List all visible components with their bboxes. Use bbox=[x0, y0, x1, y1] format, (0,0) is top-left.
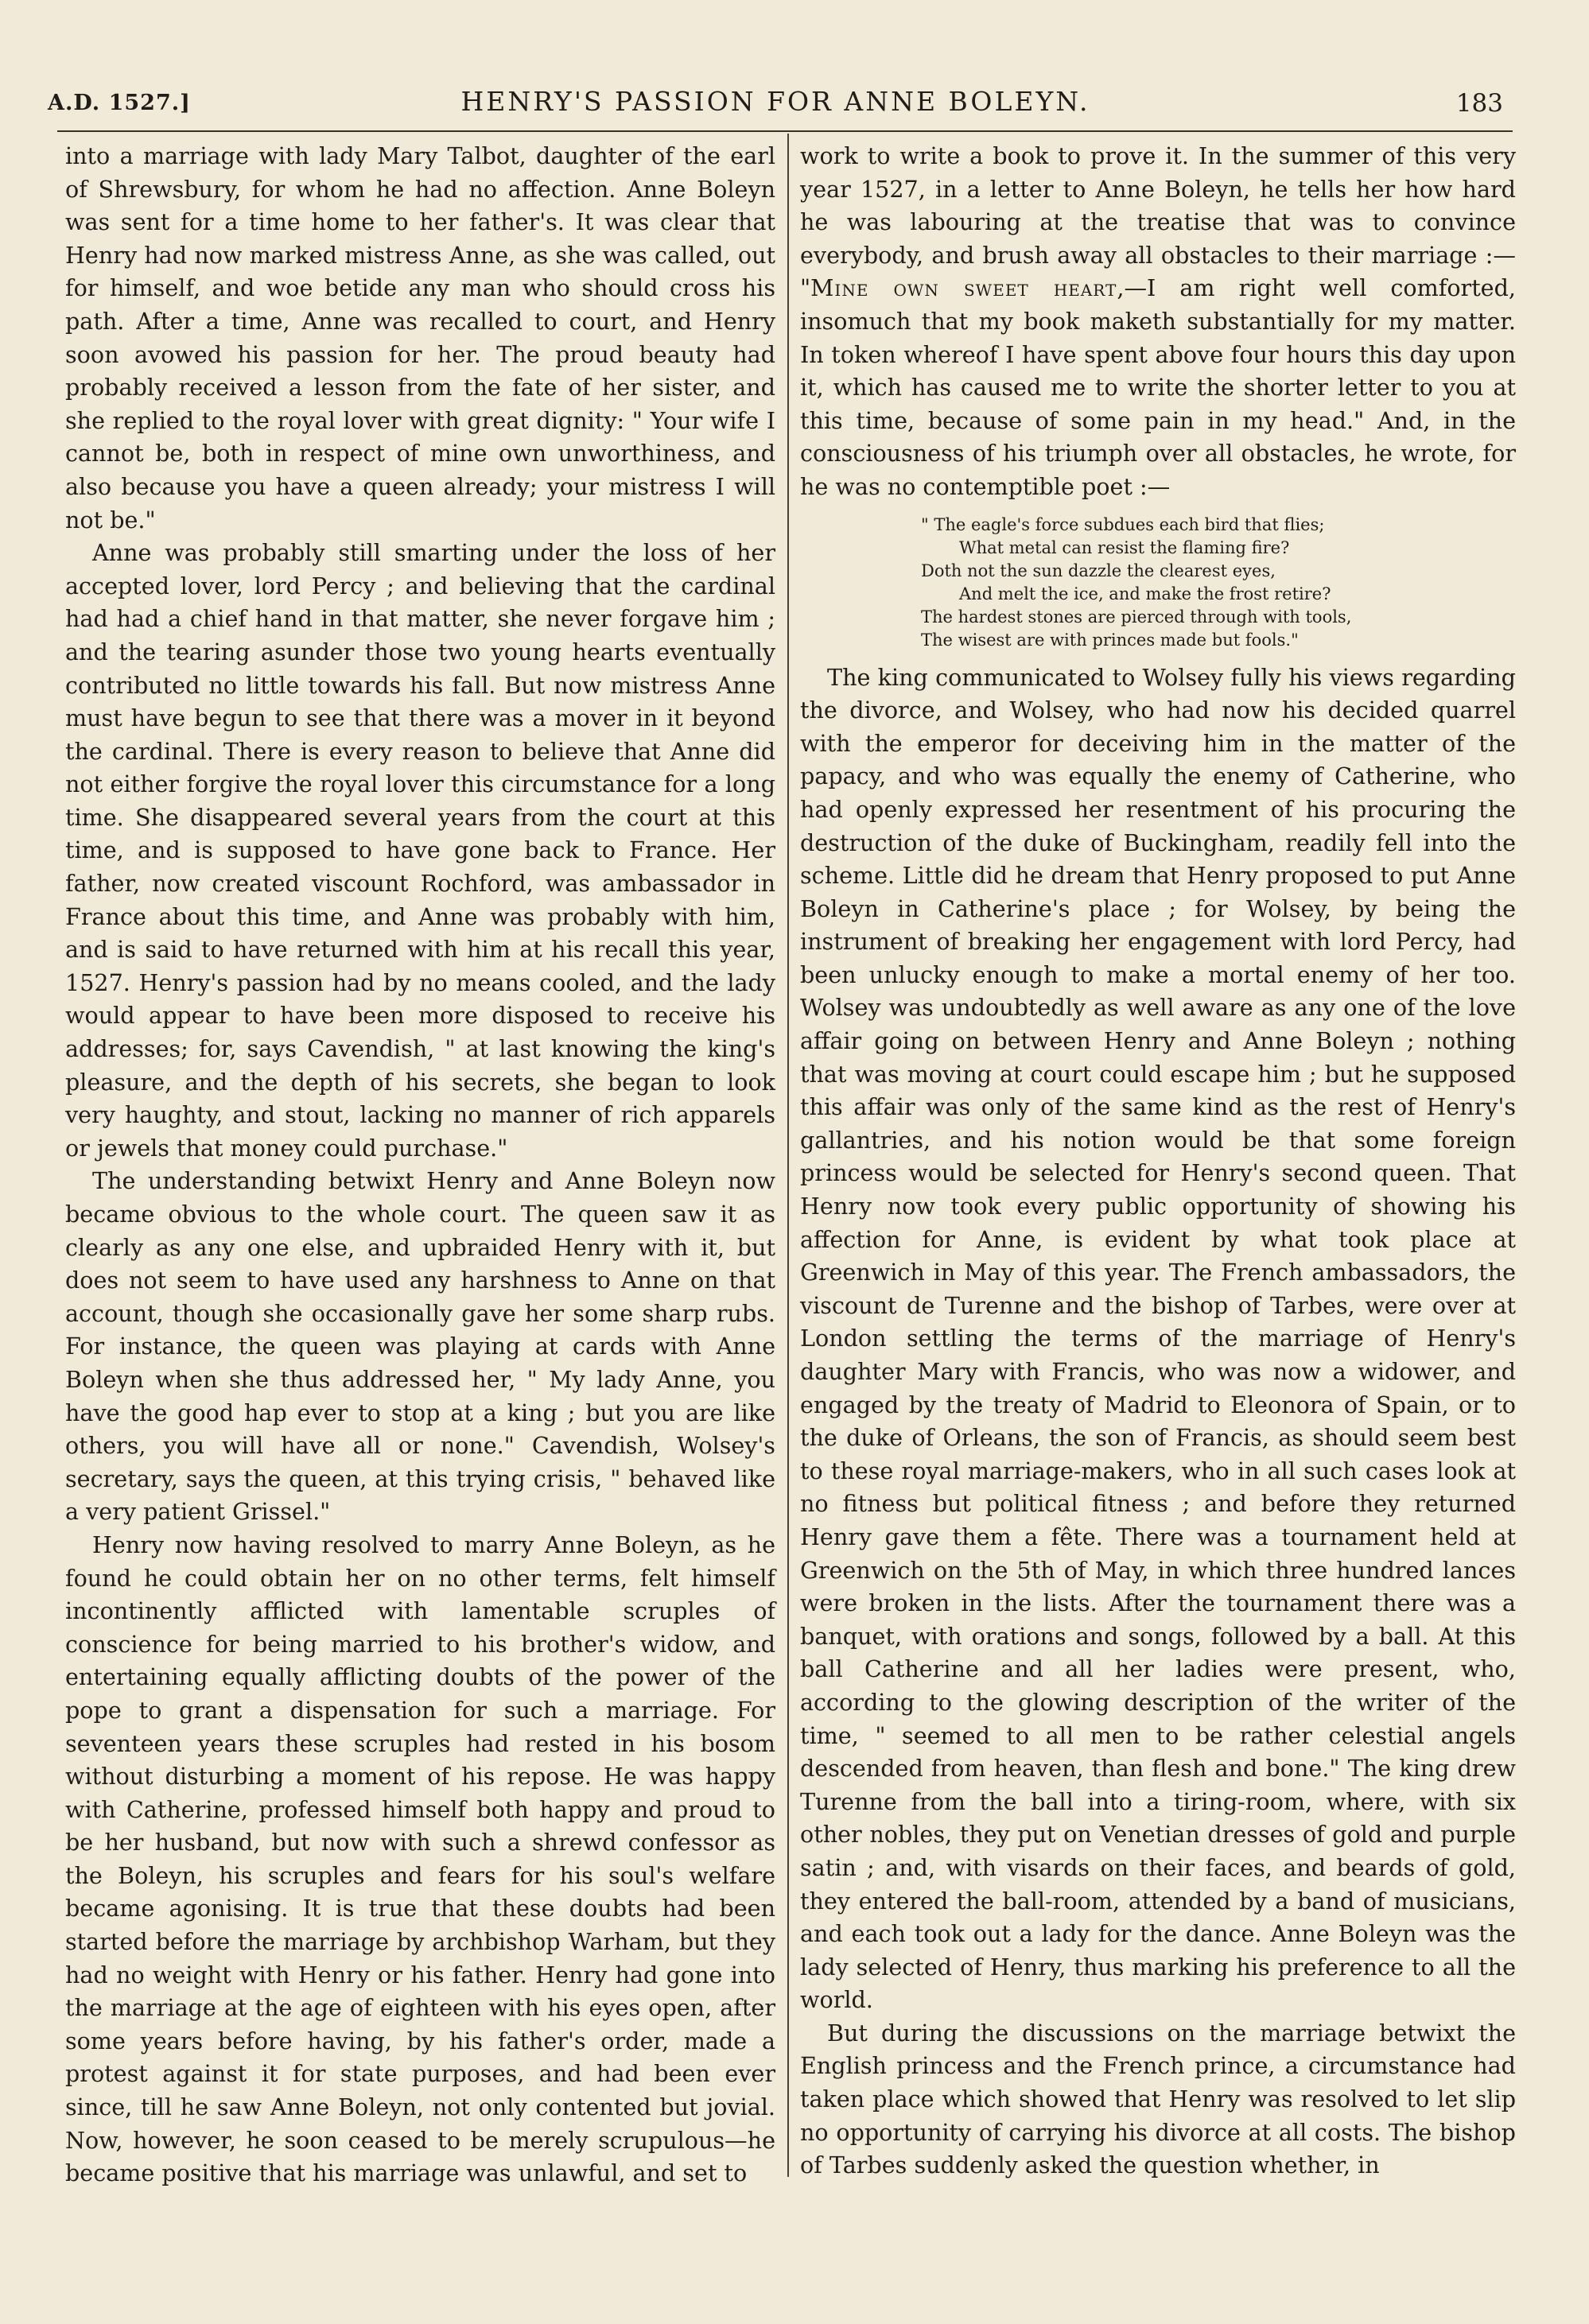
left-paragraph-3: The understanding betwixt Henry and Anne Boleyn now became obvious to the whole court. The queen saw it as clearly as any one else, and upbraided Henry with it, but does not seem to have used any harshness to Anne on that account, though she occasionally gave her some sharp rubs. For instance, the queen was playing at cards with Anne Boleyn when she thus addressed her, " My lady Anne, you have the good hap ever to stop at a king ; but you are like others, you will have all or none." Cavendish, Wolsey's secretary, says the queen, at this trying crisis, " behaved like a very patient Grissel." bbox=[65, 1167, 775, 1526]
poem-line: And melt the ice, and make the frost retire? bbox=[959, 584, 1331, 603]
right-paragraph-2: The king communicated to Wolsey fully his views regarding the divorce, and Wolsey, who had now his decided quarrel with the emperor for deceiving him in the matter of the papacy, and who was equally the enemy of Catherine, who had openly expressed her resentment of his procuring the destruction of the duke of Buckingham, readily fell into the scheme. Little did he dream that Henry proposed to put Anne Boleyn in Catherine's place ; for Wolsey, by being the instrument of breaking her engagement with lord Percy, had been unlucky enough to make a mortal enemy of her too. Wolsey was undoubtedly as well aware as any one of the love affair going on between Henry and Anne Boleyn ; nothing that was moving at court could escape him ; but he supposed this affair was only of the same kind as the rest of Henry's gallantries, and his notion would be that some foreign princess would be selected for Henry's second queen. That Henry now took every public opportunity of showing his affection for Anne, is evident by what took place at Greenwich in May of this year. The French ambassadors, the viscount de Turenne and the bishop of Tarbes, were over at London settling the terms of the marriage of Henry's daughter Mary with Francis, who was now a widower, and engaged by the treaty of Madrid to Eleonora of Spain, or to the duke of Orleans, the son of Francis, as should seem best to these royal marriage-makers, who in all such cases look at no fitness but political fitness ; and before they returned Henry gave them a fête. There was a tournament held at Greenwich on the 5th of May, in which three hundred lances were broken in the lists. After the tournament there was a banquet, with orations and songs, followed by a ball. At this ball Catherine and all her ladies were present, who, according to the glowing description of the writer of the time, " seemed to all men to be rather celestial angels descended from heaven, than flesh and bone." The king drew Turenne from the ball into a tiring-room, where, with six other nobles, they put on Venetian dresses of gold and purple satin ; and, with visards on their faces, and beards of gold, they entered the ball-room, attended by a band of musicians, and each took out a lady for the dance. Anne Boleyn was the lady selected of Henry, thus marking his preference to all the world. bbox=[800, 663, 1516, 2014]
left-paragraph-2: Anne was probably still smarting under the loss of her accepted lover, lord Percy ; and believing that the cardinal had had a chief hand in that matter, she never forgave him ; and the tearing asunder those two young hearts eventually contributed no little towards his fall. But now mistress Anne must have begun to see that there was a mover in it beyond the cardinal. There is every reason to believe that Anne did not either forgive the royal lover this circumstance for a long time. She disappeared several years from the court at this time, and is supposed to have gone back to France. Her father, now created viscount Rochford, was ambassador in France about this time, and Anne was probably with him, and is said to have returned with him at his recall this year, 1527. Henry's passion had by no means cooled, and the lady would appear to have been more disposed to receive his addresses; for, says Cavendish, " at last knowing the king's pleasure, and the depth of his secrets, she began to look very haughty, and stout, lacking no manner of rich apparels or jewels that money could purchase." bbox=[65, 539, 775, 1162]
column-divider bbox=[787, 134, 789, 2177]
poem-line: " The eagle's force subdues each bird that flies; bbox=[921, 514, 1325, 534]
running-header bbox=[48, 86, 1503, 126]
header-date: A.D. 1527.] bbox=[48, 91, 191, 115]
letter-text: ,—I am right well comforted, insomuch that my book maketh substantially for my matter. In token whereof I have spent above four hours this day upon it, which has caused me to write the shorter letter to you at this time, because of some pain in my head." And, in the consciousness of his triumph over all obstacles, he wrote, for he was no contemptible poet :— bbox=[800, 274, 1517, 500]
poem-line: The hardest stones are pierced through with tools, bbox=[921, 607, 1352, 627]
poem-line: Doth not the sun dazzle the clearest eyes, bbox=[921, 561, 1276, 580]
poem-block bbox=[800, 514, 1516, 652]
poem-line: The wisest are with princes made but fools." bbox=[921, 630, 1299, 650]
left-column bbox=[65, 140, 775, 2190]
letter-intro: work to write a book to prove it. In the summer of this very year 1527, in a letter to Anne Boleyn, he tells her how hard he was labouring at the treatise that was to convince everybody, and brush away all obstacles to their marriage :— " bbox=[800, 142, 1516, 302]
right-paragraph-1 bbox=[800, 140, 1516, 504]
header-rule bbox=[57, 130, 1513, 132]
left-paragraph-4: Henry now having resolved to marry Anne Boleyn, as he found he could obtain her on no other terms, felt himself incontinently afflicted with lamentable scruples of conscience for being married to his brother's widow, and entertaining equally afflicting doubts of the power of the pope to grant a dispensation for such a marriage. For seventeen years these scruples had rested in his bosom without disturbing a moment of his repose. He was happy with Catherine, professed himself both happy and proud to be her husband, but now with such a shrewd confessor as the Boleyn, his scruples and fears for his soul's welfare became agonising. It is true that these doubts had been started before the marriage by archbishop Warham, but they had no weight with Henry or his father. Henry had gone into the marriage at the age of eighteen with his eyes open, after some years before having, by his father's order, made a protest against it for state purposes, and had been ever since, till he saw Anne Boleyn, not only contented but jovial. Now, however, he soon ceased to be merely scrupulous—he became positive that his marriage was unlawful, and set to bbox=[65, 1531, 775, 2187]
right-column bbox=[800, 140, 1516, 2182]
left-paragraph-1: into a marriage with lady Mary Talbot, daughter of the earl of Shrewsbury, for whom he had no affection. Anne Boleyn was sent for a time home to her father's. It was clear that Henry had now marked mistress Anne, as she was called, out for himself, and woe betide any man who should cross his path. After a time, Anne was recalled to court, and Henry soon avowed his passion for her. The proud beauty had probably received a lesson from the fate of her sister, and she replied to the royal lover with great dignity: " Your wife I cannot be, both in respect of mine own unworthiness, and also because you have a queen already; your mistress I will not be." bbox=[65, 142, 775, 533]
letter-salutation: Mine own sweet heart bbox=[810, 274, 1117, 302]
right-paragraph-3: But during the discussions on the marriage betwixt the English princess and the French prince, a circumstance had taken place which showed that Henry was resolved to let slip no opportunity of carrying his divorce at all costs. The bishop of Tarbes suddenly asked the question whether, in bbox=[800, 2019, 1516, 2179]
page-number: 183 bbox=[1455, 89, 1503, 118]
poem-line: What metal can resist the flaming fire? bbox=[959, 537, 1290, 557]
header-title: HENRY'S PASSION FOR ANNE BOLEYN. bbox=[460, 86, 1090, 117]
